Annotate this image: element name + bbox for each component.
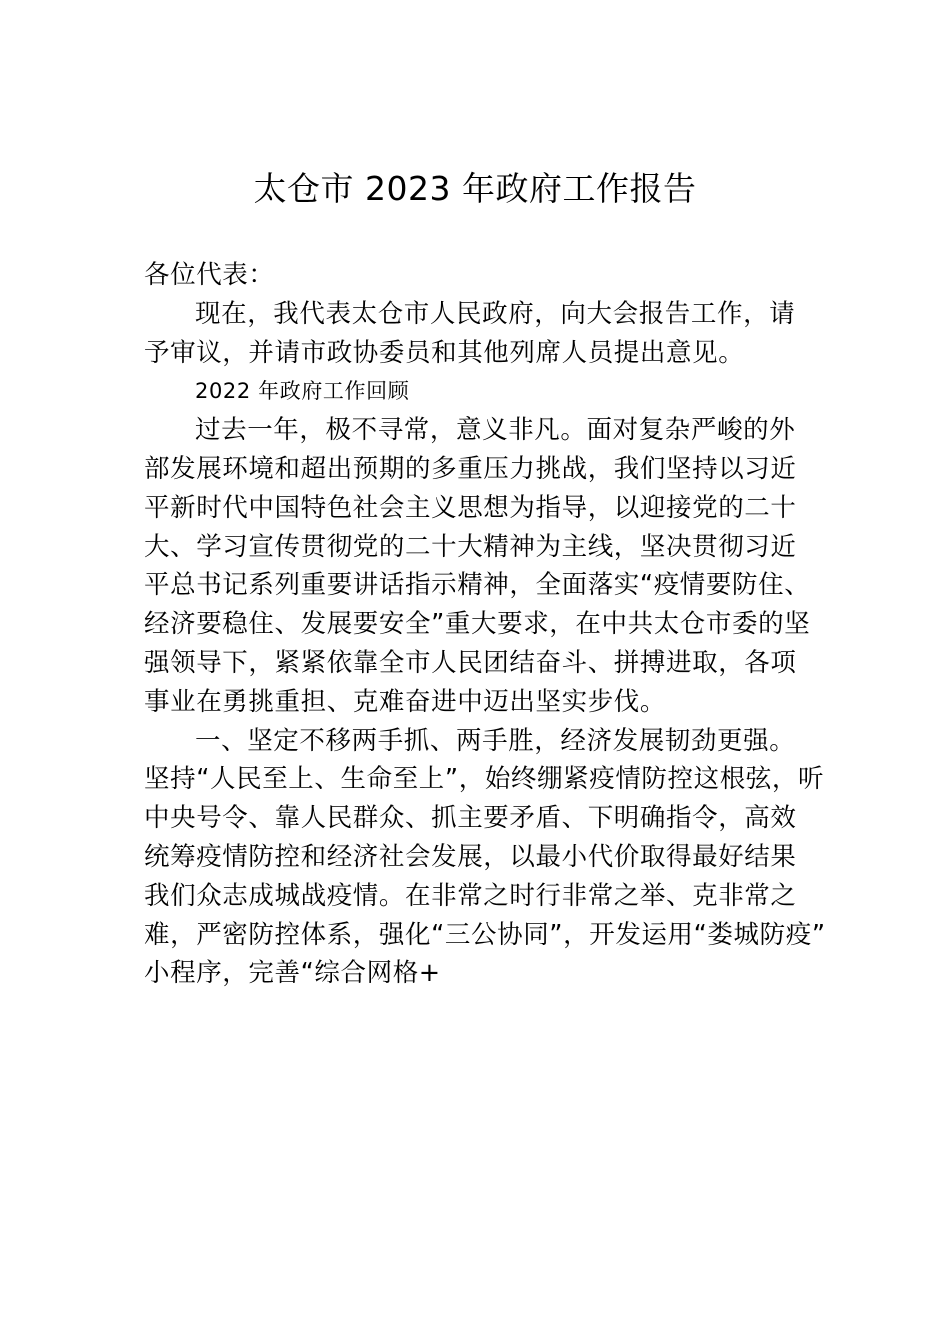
paragraph-line: 现在，我代表太仓市人民政府，向大会报告工作，请 xyxy=(195,298,796,329)
document-title: 太仓市 2023 年政府工作报告 xyxy=(253,169,697,208)
paragraph-line: 事业在勇挑重担、克难奋进中迈出坚实步伐。 xyxy=(144,686,667,717)
paragraph-line: 平总书记系列重要讲话指示精神，全面落实“疫情要防住、 xyxy=(144,570,811,601)
paragraph-line: 中央号令、靠人民群众、抓主要矛盾、下明确指令，高效 xyxy=(144,803,797,834)
section-line: 一、坚定不移两手抓、两手胜，经济发展韧劲更强。 xyxy=(195,725,796,756)
salutation: 各位代表： xyxy=(144,260,275,290)
paragraph-line: 大、学习宣传贯彻党的二十大精神为主线，坚决贯彻习近 xyxy=(144,531,797,562)
paragraph-line: 部发展环境和超出预期的多重压力挑战，我们坚持以习近 xyxy=(144,453,797,484)
paragraph-line: 经济要稳住、发展要安全”重大要求，在中共太仓市委的坚 xyxy=(144,609,811,640)
paragraph-line: 小程序，完善“综合网格+ xyxy=(144,958,441,989)
paragraph-line: 平新时代中国特色社会主义思想为指导，以迎接党的二十 xyxy=(144,492,797,523)
paragraph-line: 我们众志成城战疫情。在非常之时行非常之举、克非常之 xyxy=(144,880,797,911)
paragraph-line: 强领导下，紧紧依靠全市人民团结奋斗、拼搏进取，各项 xyxy=(144,647,797,678)
paragraph-line: 统筹疫情防控和经济社会发展，以最小代价取得最好结果 xyxy=(144,841,797,872)
paragraph-line: 坚持“人民至上、生命至上”，始终绷紧疫情防控这根弦，听 xyxy=(144,764,825,795)
paragraph-line: 予审议，并请市政协委员和其他列席人员提出意见。 xyxy=(144,337,745,368)
paragraph-line: 难，严密防控体系，强化“三公协同”，开发运用“娄城防疫” xyxy=(144,919,826,950)
document-body xyxy=(144,256,826,993)
paragraph-line: 过去一年，极不寻常，意义非凡。面对复杂严峻的外 xyxy=(195,415,796,446)
section-heading: 2022 年政府工作回顾 xyxy=(195,379,410,404)
